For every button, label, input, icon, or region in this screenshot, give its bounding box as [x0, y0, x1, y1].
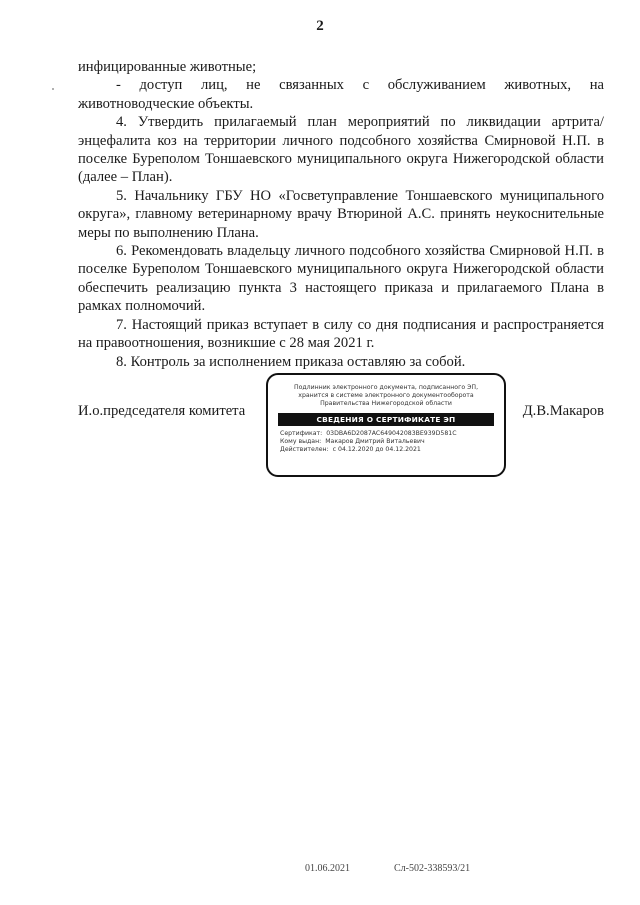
signer-name: Д.В.Макаров: [522, 403, 604, 419]
paragraph-item-6: 6. Рекомендовать владельцу личного подсобного хозяйства Смирновой Н.П. в поселке Буреполом Тоншаевского муниципального округа Нижегородской области обеспечить реализацию пункта 3 настоящего приказа и прилагаемого Плана в рамках полномочий.: [78, 243, 604, 315]
paragraph-access-restriction: - доступ лиц, не связанных с обслуживанием животных, на животноводческие объекты.: [78, 77, 604, 112]
paragraph-item-5: 5. Начальнику ГБУ НО «Госветуправление Тоншаевского муниципального округа», главному ветеринарному врачу Втюриной А.С. принять неукоснительные меры по выполнению Плана.: [78, 187, 604, 241]
stamp-header: [268, 384, 504, 408]
paragraph-continuation: инфицированные животные;: [78, 59, 257, 75]
stamp-banner: СВЕДЕНИЯ О СЕРТИФИКАТЕ ЭП: [278, 413, 494, 426]
certificate-row: [280, 430, 492, 438]
electronic-signature-stamp: [266, 373, 506, 477]
validity-row: [280, 446, 492, 454]
certificate-label: Сертификат:: [280, 430, 323, 437]
signer-title: И.о.председателя комитета: [78, 403, 246, 419]
paragraph-item-8: 8. Контроль за исполнением приказа оставляю за собой.: [116, 353, 466, 370]
document-body: [78, 58, 604, 371]
stamp-header-line: хранится в системе электронного документооборота: [298, 392, 474, 399]
paragraph-item-7: 7. Настоящий приказ вступает в силу со дня подписания и распространяется на правоотношения, возникшие с 28 мая 2021 г.: [78, 316, 604, 352]
footer-registration-number: Сл-502-338593/21: [394, 863, 471, 874]
footer-date: 01.06.2021: [305, 863, 350, 874]
validity-value: с 04.12.2020 до 04.12.2021: [332, 446, 421, 454]
certificate-value: 03DBA6D2087AC649042083BE939D581C: [326, 430, 457, 437]
owner-label: Кому выдан:: [280, 438, 322, 446]
paragraph-item-4: 4. Утвердить прилагаемый план мероприятий по ликвидации артрита/энцефалита коз на территории личного подсобного хозяйства Смирновой Н.П. в поселке Буреполом Тоншаевского муниципального округа Нижегородской области (далее – План).: [78, 114, 604, 186]
stamp-details: [268, 430, 504, 455]
signature-block: [0, 373, 640, 483]
owner-value: Макаров Дмитрий Витальевич: [325, 438, 425, 446]
page-number: 2: [316, 18, 324, 34]
scan-speck: [52, 88, 54, 90]
stamp-header-line: Подлинник электронного документа, подписанного ЭП,: [293, 384, 479, 391]
validity-label: Действителен:: [280, 446, 329, 454]
stamp-header-line: Правительства Нижегородской области: [320, 400, 452, 407]
